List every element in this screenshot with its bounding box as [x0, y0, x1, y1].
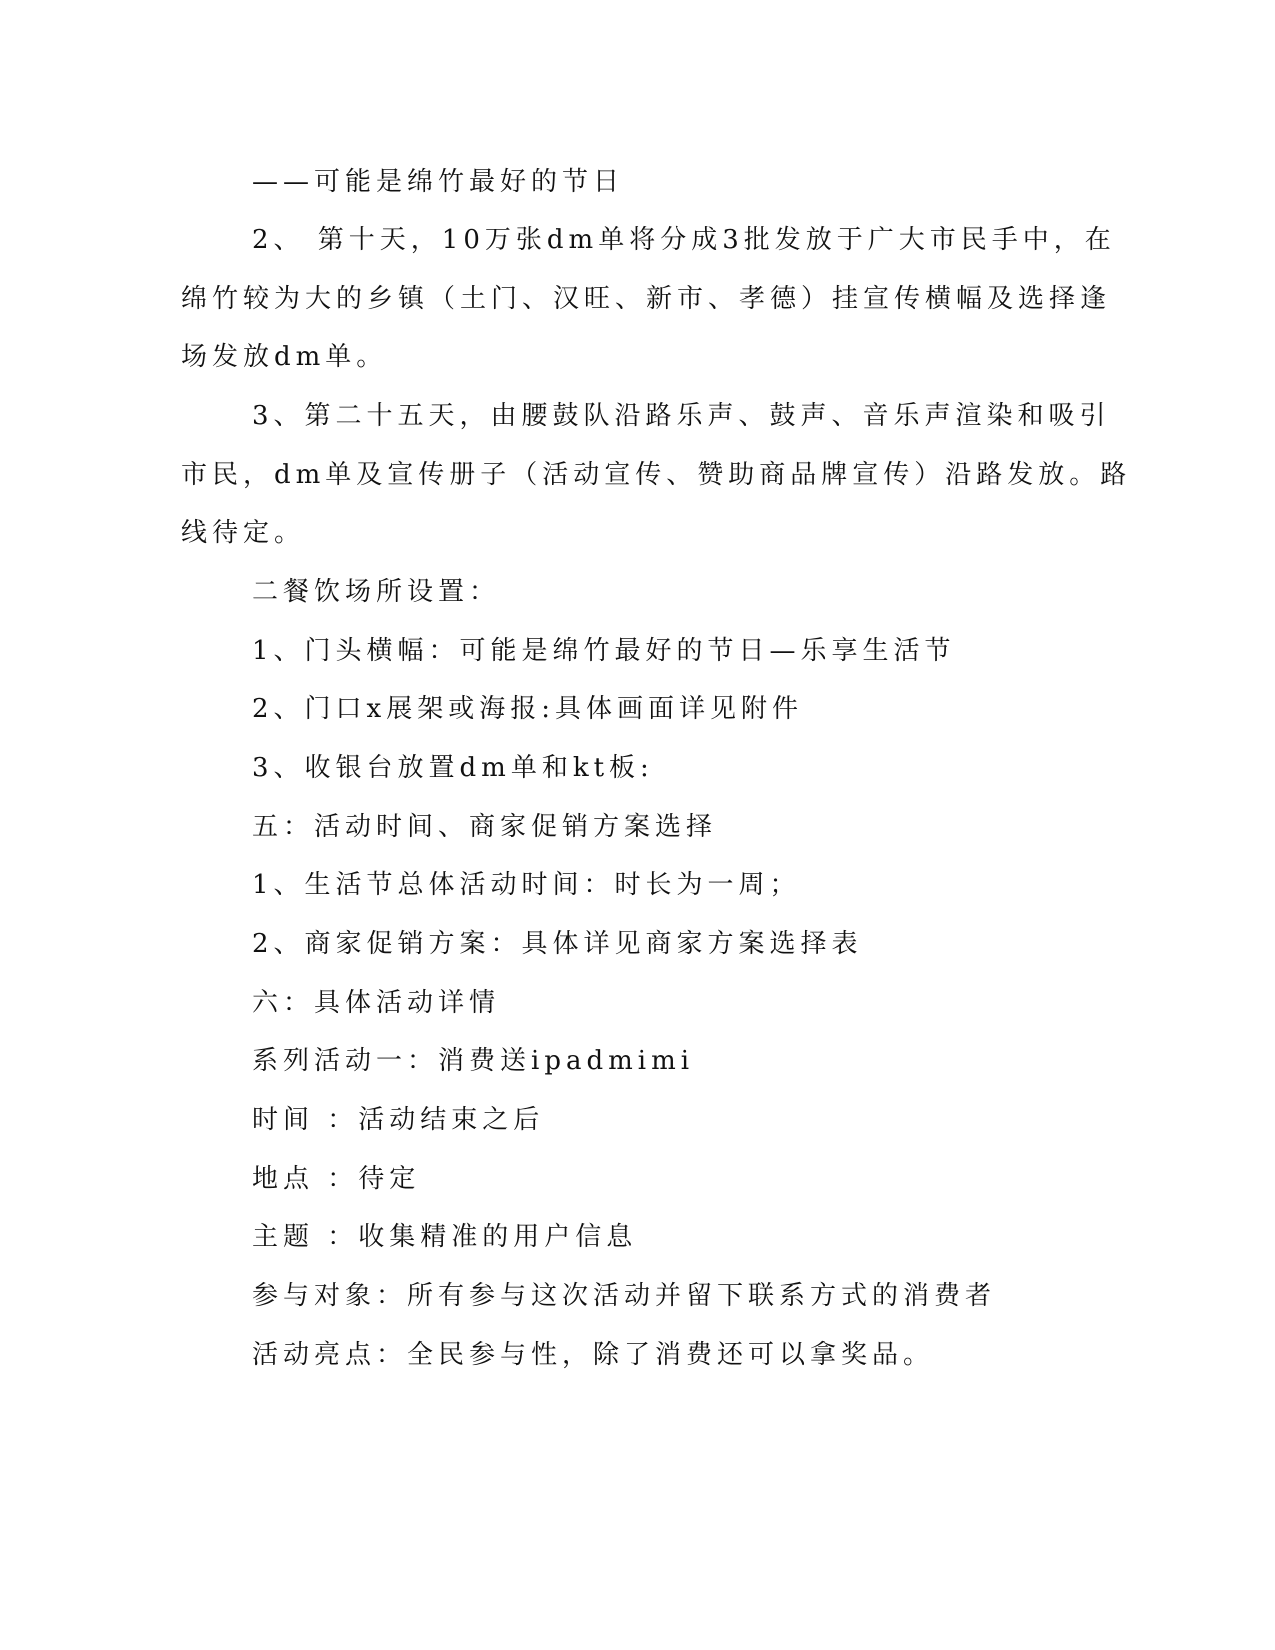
text-line: 3、第二十五天，由腰鼓队沿路乐声、鼓声、音乐声渲染和吸引 — [252, 401, 1111, 431]
text-line: 2、商家促销方案：具体详见商家方案选择表 — [252, 929, 863, 959]
text-line: 系列活动一：消费送ipadmimi — [252, 1046, 695, 1076]
text-line: 1、门头横幅：可能是绵竹最好的节日—乐享生活节 — [252, 636, 956, 666]
text-line: 地点 ：待定 — [252, 1164, 421, 1194]
text-line: 2、门口x展架或海报:具体画面详见附件 — [252, 694, 803, 724]
section-heading: 二餐饮场所设置： — [252, 577, 501, 607]
text-line: ——可能是绵竹最好的节日 — [252, 167, 625, 197]
text-line: 1、生活节总体活动时间：时长为一周； — [252, 870, 801, 900]
text-line: 3、收银台放置dm单和kt板: — [252, 753, 654, 783]
text-line: 时间 ：活动结束之后 — [252, 1105, 545, 1135]
text-line: 线待定。 — [181, 518, 306, 548]
text-line: 2、 第十天，10万张dm单将分成3批发放于广大市民手中，在 — [252, 225, 1116, 255]
text-line: 活动亮点：全民参与性，除了消费还可以拿奖品。 — [252, 1340, 935, 1370]
text-line: 市民，dm单及宣传册子（活动宣传、赞助商品牌宣传）沿路发放。路 — [181, 460, 1132, 490]
text-line: 场发放dm单。 — [181, 342, 388, 372]
text-line: 绵竹较为大的乡镇（土门、汉旺、新市、孝德）挂宣传横幅及选择逢 — [181, 284, 1112, 314]
section-heading: 六：具体活动详情 — [252, 988, 501, 1018]
section-heading: 五：活动时间、商家促销方案选择 — [252, 812, 718, 842]
text-line: 主题 ：收集精准的用户信息 — [252, 1222, 638, 1252]
text-line: 参与对象：所有参与这次活动并留下联系方式的消费者 — [252, 1281, 997, 1311]
